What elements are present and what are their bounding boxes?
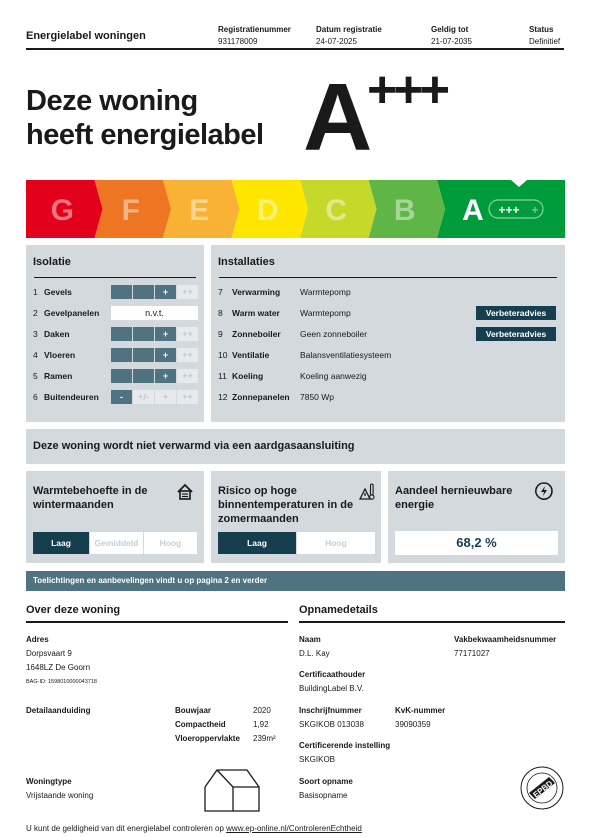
detail-label: Detailaanduiding (26, 706, 91, 715)
build-year: 2020 (253, 706, 271, 715)
overheating-risk-panel (211, 471, 381, 563)
installation-row-zonneboiler: 9 Zonneboiler Geen zonneboiler (218, 329, 368, 339)
hero-title: Deze woning heeft energielabel (26, 85, 264, 151)
compactness: 1,92 (253, 720, 269, 729)
isolation-row-gevelpanelen: 2 Gevelpanelen n.v.t. (33, 306, 201, 320)
energy-scale (26, 180, 565, 238)
scale-letter-a: A (462, 194, 484, 227)
heat-demand-medium: Gemiddeld (90, 532, 143, 554)
verify-link[interactable]: www.ep-online.nl/ControlerenEchtheid (226, 824, 362, 833)
plus-badge-text: +++ (498, 203, 520, 217)
registration-date: Datum registratie 24-07-2025 (316, 25, 382, 46)
epbd-seal-logo (519, 765, 565, 811)
installation-row-ventilatie: 10 Ventilatie Balansventilatiesysteem (218, 350, 392, 360)
scale-letter-f: F (121, 194, 140, 227)
energy-label-plus: +++ (367, 61, 447, 119)
heat-demand-panel (26, 471, 204, 563)
competence-number-label: Vakbekwaamheidsnummer (454, 635, 557, 644)
explanation-banner: Toelichtingen en aanbevelingen vindt u op pagina 2 en verder (26, 571, 565, 591)
certificate-holder: BuildingLabel B.V. (299, 684, 364, 693)
about-home-title: Over deze woning (26, 604, 121, 616)
house-heat-icon (176, 483, 194, 501)
home-type-label: Woningtype (26, 777, 72, 786)
overheating-risk-title: Risico op hoge binnentemperaturen in de zomermaanden (218, 485, 354, 525)
inspection-type: Basisopname (299, 791, 348, 800)
registration-number: Registratienummer 931178009 (218, 25, 291, 46)
advisor-name: D.L. Kay (299, 649, 330, 658)
document-title: Energielabel woningen (26, 30, 146, 42)
kvk-number-label: KvK-nummer (395, 706, 446, 715)
energy-label-letter: A (303, 64, 371, 171)
build-year-label: Bouwjaar (175, 706, 212, 715)
installations-panel (211, 245, 565, 422)
bag-id: BAG-ID: 1598010000043718 (26, 679, 97, 685)
heat-demand-high: Hoog (144, 532, 197, 554)
renewable-share-title: Aandeel hernieuwbare energie (395, 485, 513, 511)
installation-row-verwarming: 7 Verwarming Warmtepomp (218, 287, 351, 297)
installations-title: Installaties (218, 256, 275, 268)
home-type: Vrijstaande woning (26, 791, 94, 800)
scale-letter-b: B (393, 194, 416, 227)
scale-marker (511, 180, 527, 187)
floor-area: 239m² (253, 734, 276, 743)
installation-row-zonnepanelen: 12 Zonnepanelen 7850 Wp (218, 392, 335, 402)
inspection-details-title: Opnamedetails (299, 604, 378, 616)
kvk-number: 39090359 (395, 720, 431, 729)
document-header (26, 20, 564, 50)
isolation-row-daken: 3 Daken + ++ (33, 327, 201, 341)
overheating-risk-high: Hoog (297, 532, 375, 554)
isolation-row-vloeren: 4 Vloeren + ++ (33, 348, 201, 362)
certifying-body: SKGIKOB (299, 755, 336, 764)
scale-letter-c: C (325, 194, 348, 227)
renewable-share-panel (388, 471, 565, 563)
inspection-type-label: Soort opname (299, 777, 353, 786)
improvement-advice-button-zonneboiler[interactable]: Verbeteradvies (476, 327, 556, 341)
address-line-2: 1648LZ De Goorn (26, 663, 91, 672)
registration-no: SKGIKOB 013038 (299, 720, 364, 729)
valid-until: Geldig tot 21-07-2035 (431, 25, 472, 46)
compactness-label: Compactheid (175, 720, 226, 729)
certificate-holder-label: Certificaathouder (299, 670, 366, 679)
floor-area-label: Vloeroppervlakte (175, 734, 240, 743)
installation-row-koeling: 11 Koeling Koeling aanwezig (218, 371, 367, 381)
plus-badge-next: + (531, 203, 539, 217)
isolation-panel (26, 245, 204, 422)
heat-demand-low: Laag (33, 532, 89, 554)
registration-no-label: Inschrijfnummer (299, 706, 362, 715)
svg-text:EPBD: EPBD (531, 778, 555, 800)
isolation-title: Isolatie (33, 256, 71, 268)
footer-note: U kunt de geldigheid van dit energielabel controleren op www.ep-online.nl/ControlerenEchtheid (26, 824, 362, 833)
scale-letter-g: G (50, 194, 74, 227)
address-label: Adres (26, 635, 49, 644)
isolation-row-gevels: 1 Gevels + ++ (33, 285, 201, 299)
renewable-share-value: 68,2 % (395, 531, 558, 555)
improvement-advice-button-warm-water[interactable]: Verbeteradvies (476, 306, 556, 320)
certifying-body-label: Certificerende instelling (299, 741, 391, 750)
heat-demand-title: Warmtebehoefte in de wintermaanden (33, 485, 148, 511)
isolation-row-buitendeuren: 6 Buitendeuren - +/- + ++ (33, 390, 201, 404)
renewable-energy-icon (534, 481, 554, 501)
detached-house-icon (203, 767, 261, 813)
advisor-name-label: Naam (299, 635, 321, 644)
overheating-risk-low: Laag (218, 532, 296, 554)
competence-number: 77171027 (454, 649, 490, 658)
isolation-row-ramen: 5 Ramen + ++ (33, 369, 201, 383)
gas-notice: Deze woning wordt niet verwarmd via een aardgasaansluiting (33, 440, 355, 452)
scale-letter-d: D (256, 194, 279, 227)
scale-letter-e: E (189, 194, 210, 227)
gas-notice-panel (26, 429, 565, 464)
status: Status Definitief (529, 25, 561, 46)
address-line-1: Dorpsvaart 9 (26, 649, 72, 658)
thermometer-warning-icon (359, 483, 375, 501)
installation-row-warm-water: 8 Warm water Warmtepomp (218, 308, 351, 318)
